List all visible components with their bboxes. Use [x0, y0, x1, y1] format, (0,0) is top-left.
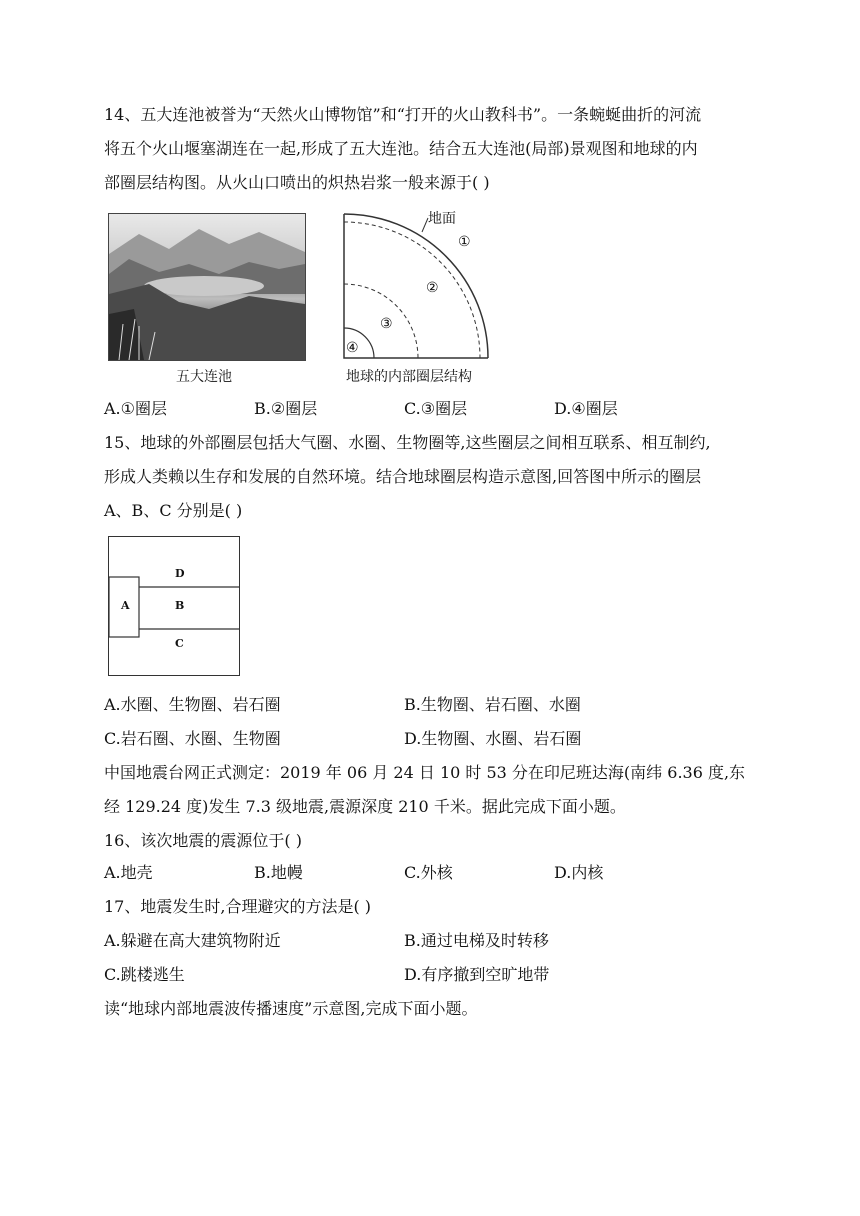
sphere-label-a: A [121, 599, 130, 612]
photo-caption: 五大连池 [176, 369, 232, 385]
earth-spheres-diagram [108, 536, 240, 676]
q14-stem-line-2: 将五个火山堰塞湖连在一起,形成了五大连池。结合五大连池(局部)景观图和地球的内 [104, 139, 698, 158]
intro-line-1: 中国地震台网正式测定：2019 年 06 月 24 日 10 时 53 分在印尼班达海(南纬 6.36 度,东 [104, 763, 746, 782]
ground-label: 地面 [428, 211, 456, 227]
earth-interior-diagram [340, 212, 500, 366]
q16-stem: 16、该次地震的震源位于( ) [104, 831, 302, 850]
q15-stem-line-1: 15、地球的外部圈层包括大气圈、水圈、生物圈等,这些圈层之间相互联系、相互制约, [104, 433, 711, 452]
q14-option-a[interactable]: A.①圈层 [104, 399, 167, 418]
q16-option-d[interactable]: D.内核 [554, 863, 604, 882]
q15-option-c[interactable]: C.岩石圈、水圈、生物圈 [104, 729, 281, 748]
landscape-illustration [109, 214, 305, 360]
q14-option-b[interactable]: B.②圈层 [254, 399, 318, 418]
sphere-label-b: B [175, 599, 185, 612]
q14-stem-line-1: 14、五大连池被誉为“天然火山博物馆”和“打开的火山教科书”。一条蜿蜒曲折的河流 [104, 105, 702, 124]
q17-option-d[interactable]: D.有序撤到空旷地带 [404, 965, 550, 984]
sphere-label-c: C [175, 637, 184, 650]
layer-2-label: ② [426, 280, 439, 296]
intro-line-2: 经 129.24 度)发生 7.3 级地震,震源深度 210 千米。据此完成下面小题。 [104, 797, 626, 816]
diagram-caption: 地球的内部圈层结构 [346, 369, 472, 385]
q14-stem-line-3: 部圈层结构图。从火山口喷出的炽热岩浆一般来源于( ) [104, 173, 490, 192]
layer-4-label: ④ [346, 340, 359, 356]
q15-stem-line-3: A、B、C 分别是( ) [104, 501, 243, 520]
outro-instruction: 读“地球内部地震波传播速度”示意图,完成下面小题。 [104, 999, 478, 1018]
q17-option-b[interactable]: B.通过电梯及时转移 [404, 931, 549, 950]
q15-option-d[interactable]: D.生物圈、水圈、岩石圈 [404, 729, 582, 748]
q16-option-a[interactable]: A.地壳 [104, 863, 153, 882]
q14-option-d[interactable]: D.④圈层 [554, 399, 618, 418]
q17-option-c[interactable]: C.跳楼逃生 [104, 965, 185, 984]
wudalianchi-landscape-photo [108, 213, 306, 361]
q14-option-c[interactable]: C.③圈层 [404, 399, 468, 418]
layer-1-label: ① [458, 234, 471, 250]
q16-option-b[interactable]: B.地幔 [254, 863, 303, 882]
q17-option-a[interactable]: A.躲避在高大建筑物附近 [104, 931, 281, 950]
q15-stem-line-2: 形成人类赖以生存和发展的自然环境。结合地球圈层构造示意图,回答图中所示的圈层 [104, 467, 702, 486]
q15-option-a[interactable]: A.水圈、生物圈、岩石圈 [104, 695, 281, 714]
layer-3-label: ③ [380, 316, 393, 332]
q16-option-c[interactable]: C.外核 [404, 863, 453, 882]
q17-stem: 17、地震发生时,合理避灾的方法是( ) [104, 897, 372, 916]
q15-option-b[interactable]: B.生物圈、岩石圈、水圈 [404, 695, 581, 714]
sphere-label-d: D [175, 567, 185, 580]
